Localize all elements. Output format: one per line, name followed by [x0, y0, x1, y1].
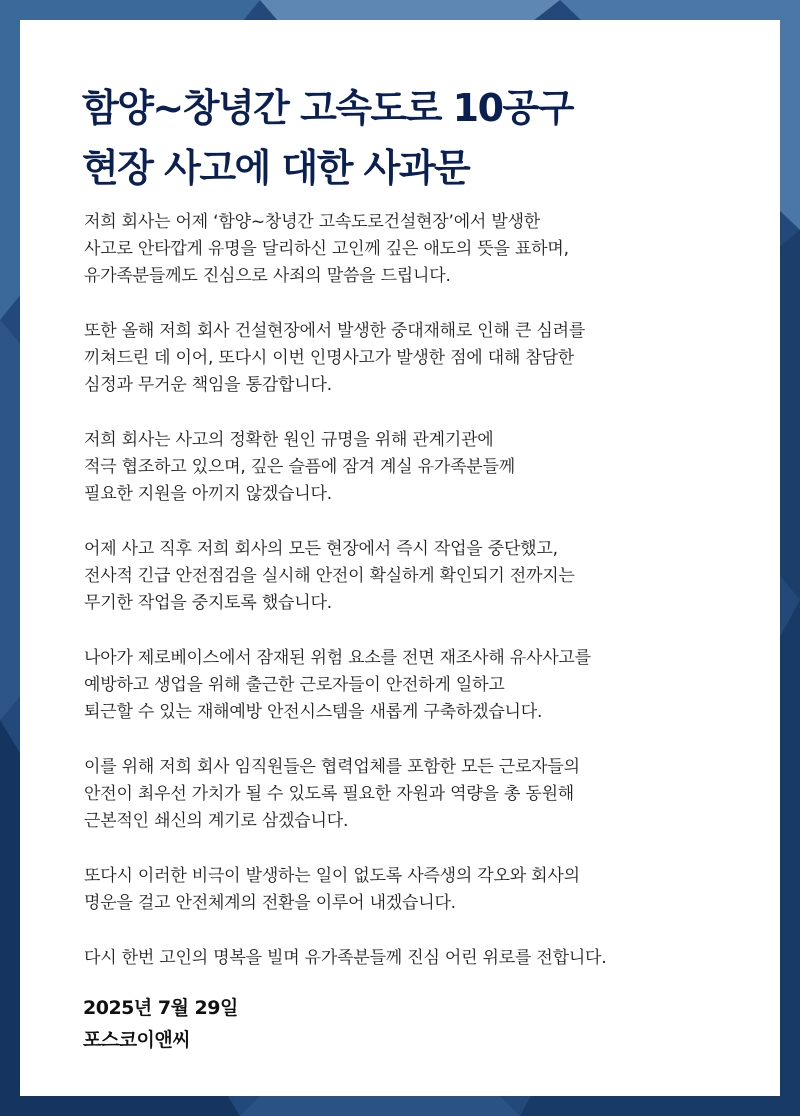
paragraph: [84, 427, 764, 508]
paragraph-line: 예방하고 생업을 위해 출근한 근로자들이 안전하게 일하고: [84, 675, 505, 695]
apology-card: [20, 20, 780, 1096]
title-line-1: 함양~창녕간 고속도로 10공구: [82, 86, 573, 130]
paragraph-line: 끼쳐드린 데 이어, 또다시 이번 인명사고가 발생한 점에 대해 참담한: [84, 348, 575, 368]
paragraph-line: 퇴근할 수 있는 재해예방 안전시스템을 새롭게 구축하겠습니다.: [84, 702, 543, 722]
paragraph-line: 명운을 걸고 안전체계의 전환을 이루어 내겠습니다.: [84, 893, 456, 913]
statement-date: 2025년 7월 29일: [83, 997, 238, 1019]
paragraph: [84, 945, 764, 972]
paragraph-line: 필요한 지원을 아끼지 않겠습니다.: [84, 484, 332, 504]
company-name: 포스코이앤씨: [83, 1029, 191, 1051]
paragraph: [84, 863, 764, 917]
paragraph-line: 또다시 이러한 비극이 발생하는 일이 없도록 사즉생의 각오와 회사의: [84, 866, 580, 886]
paragraph: [84, 645, 764, 726]
paragraph-line: 심정과 무거운 책임을 통감합니다.: [84, 375, 332, 395]
paragraph-line: 또한 올해 저희 회사 건설현장에서 발생한 중대재해로 인해 큰 심려를: [84, 321, 586, 341]
paragraph-line: 근본적인 쇄신의 계기로 삼겠습니다.: [84, 811, 349, 831]
paragraph-line: 이를 위해 저희 회사 임직원들은 협력업체를 포함한 모든 근로자들의: [84, 757, 580, 777]
paragraph-line: 저희 회사는 사고의 정확한 원인 규명을 위해 관계기관에: [84, 430, 494, 450]
paragraph-line: 사고로 안타깝게 유명을 달리하신 고인께 깊은 애도의 뜻을 표하며,: [84, 239, 569, 259]
paragraph: [84, 318, 764, 399]
paragraph-line: 안전이 최우선 가치가 될 수 있도록 필요한 자원과 역량을 총 동원해: [84, 784, 575, 804]
paragraph-line: 다시 한번 고인의 명복을 빌며 유가족분들께 진심 어린 위로를 전합니다.: [84, 948, 607, 968]
statement-body: [84, 209, 764, 1000]
paragraph-line: 전사적 긴급 안전점검을 실시해 안전이 확실하게 확인되기 전까지는: [84, 566, 575, 586]
paragraph-line: 유가족분들께도 진심으로 사죄의 말씀을 드립니다.: [84, 266, 451, 286]
paragraph-line: 어제 사고 직후 저희 회사의 모든 현장에서 즉시 작업을 중단했고,: [84, 539, 558, 559]
paragraph: [84, 536, 764, 617]
signature-block: [83, 992, 238, 1056]
paragraph: [84, 209, 764, 290]
paragraph-line: 저희 회사는 어제 ‘함양~창녕간 고속도로건설현장’에서 발생한: [84, 212, 541, 232]
paragraph-line: 나아가 제로베이스에서 잠재된 위험 요소를 전면 재조사해 유사사고를: [84, 648, 591, 668]
paragraph: [84, 754, 764, 835]
page-title: [82, 78, 742, 198]
paragraph-line: 적극 협조하고 있으며, 깊은 슬픔에 잠겨 계실 유가족분들께: [84, 457, 515, 477]
title-line-2: 현장 사고에 대한 사과문: [82, 146, 470, 190]
paragraph-line: 무기한 작업을 중지토록 했습니다.: [84, 593, 332, 613]
